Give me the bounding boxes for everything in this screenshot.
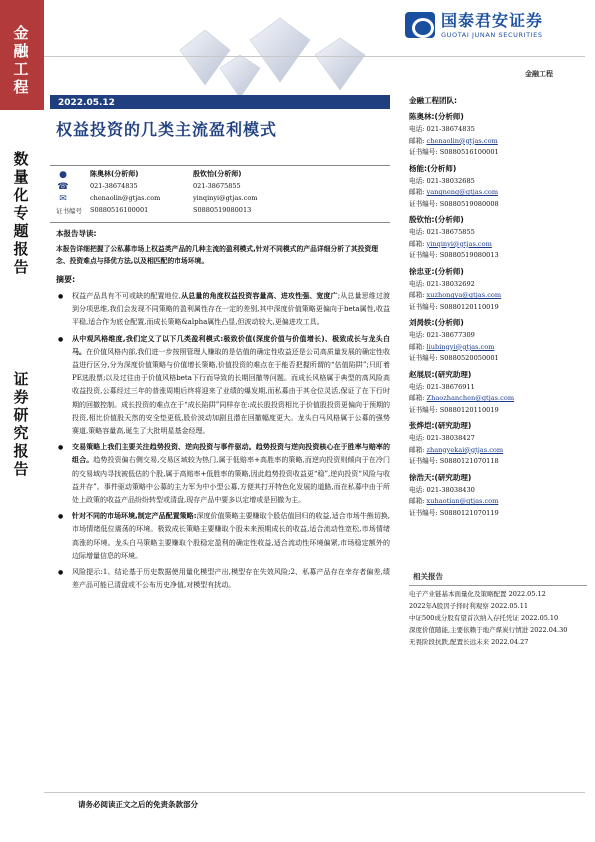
member-email-line: 邮箱: xuzhongya@gtjas.com (409, 291, 502, 300)
analyst-left-email[interactable]: chenaolin@gtjas.com (90, 194, 161, 202)
related-item[interactable]: 中证500成分股有望首次纳入存托凭证 2022.05.10 (409, 614, 559, 622)
title-rule (50, 165, 390, 166)
member-email[interactable]: chenaolin@gtjas.com (426, 136, 498, 145)
abstract-bullet: ● 权益产品具有不可或缺的配置地位,从总量的角度权益投资容量高、进攻性强、宽度广;从总量思维过渡到分项思维,我们会发现不同策略的盈利属性存在一定的差别,其中深度价值策略更偏向于beta属性,收益平稳,适合作为底仓配置,而成长策略&alpha属性凸显,但波动较大,更偏进攻工具。 (56, 290, 390, 330)
team-member (409, 473, 585, 521)
member-name: 殷钦怡:(分析师) (409, 215, 464, 225)
analyst-left-cert: S0880516100001 (90, 206, 149, 214)
abstract-bullets (56, 290, 390, 595)
logo-mark-icon (405, 12, 435, 38)
member-cert: 证书编号: S0880120110019 (409, 302, 499, 311)
member-email[interactable]: Zhaozhanchen@gtjas.com (426, 394, 515, 403)
member-email[interactable]: xuzhongya@gtjas.com (426, 291, 502, 300)
member-email[interactable]: liubingyi@gtjas.com (426, 342, 495, 351)
related-heading: 相关报告 (409, 572, 587, 586)
brand-name-en: GUOTAI JUNAN SECURITIES (441, 31, 543, 39)
member-name: 杨能:(分析师) (409, 163, 457, 173)
member-email[interactable]: yangneng@gtjas.com (426, 188, 499, 197)
related-item[interactable]: 2022年A股因子择时利观察 2022.05.11 (409, 602, 529, 610)
member-cert: 证书编号: S0880519080013 (409, 251, 499, 260)
analyst-right-name: 殷钦怡(分析师) (193, 170, 242, 178)
analyst-right-email[interactable]: yinqinyi@gtjas.com (193, 194, 258, 202)
member-name: 徐浩天:(研究助理) (409, 472, 472, 482)
analysts-rule (50, 222, 390, 223)
member-phone: 电话: 021-38674835 (409, 125, 475, 134)
abstract-bullet: ● 针对不同的市场环境,制定产品配置策略:深度价值策略主要赚取个股估值回归的收益,适合市场牛熊切换,市场情绪低位震荡的环境。极致成长策略主要赚取个股未来预期成长的收益,适合流动性宽松,市场情绪高涨的环境。龙头白马策略主要赚取个股稳定盈利的确定性收益,适合流动性环境偏紧,市场稳定额外的边际增量信息的环境。 (56, 510, 390, 563)
related-reports (409, 572, 587, 649)
member-email-line: 邮箱: chenaolin@gtjas.com (409, 136, 498, 145)
member-email[interactable]: yinqinyi@gtjas.com (426, 239, 492, 248)
member-name: 陈奥林:(分析师) (409, 112, 464, 122)
related-item[interactable]: 深度价值随能,主要依赖于地产煤炭行情进 2022.04.30 (409, 626, 568, 634)
left-band (0, 0, 44, 842)
member-cert: 证书编号: S0880121070118 (409, 457, 499, 466)
member-cert: 证书编号: S0880121070119 (409, 508, 499, 517)
member-phone: 电话: 021-38032685 (409, 176, 475, 185)
team-title: 金融工程团队: (409, 96, 457, 105)
analyst-right-cert: S0880519080013 (193, 206, 252, 214)
abstract-bullet: ● 风险提示:1、结论基于历史数据使用量化模型产出,模型存在失效风险;2、私募产品存在幸存者偏差,绩差产品可能已清盘或不公布历史净值,对模型有扰动。 (56, 566, 390, 592)
left-band-label-top: 金融工程 (13, 24, 29, 96)
related-item[interactable]: 无畏阶段抗跌,配置长远未来 2022.04.27 (409, 638, 529, 646)
abstract-bullet: ● 交易策略上我们主要关注趋势投资、逆向投资与事件驱动。趋势投资与逆向投资核心在于胜率与赔率的组合。趋势投资偏右侧交易,交易区域较为热门,属于低赔率+高胜率的策略,而逆向投资则倾向于在冷门的交易域内寻找被低估的个股,属于高赔率+低胜率的策略,因此趋势投资收益更“稳”,逆向投资“风险与收益并存”。事件驱动策略中公募的主力军为中小型公募,方便其打开特色化发展的道路,而在私募中由于所处上政策的收益产品纷纷转型或清盘,现存产品中要多以定增或是回撤为主。 (56, 441, 390, 507)
member-phone: 电话: 021-38038430 (409, 485, 475, 494)
guide-text: 本报告详细把握了公私募市场上权益类产品的几种主流的盈利模式,针对不同模式的产品详细分析了其投资理念、投资难点与择优方法,以及相匹配的市场环境。 (56, 245, 379, 265)
team-member (409, 215, 585, 263)
analyst-right-phone: 021-38675855 (193, 182, 241, 190)
member-phone: 电话: 021-38675855 (409, 228, 475, 237)
member-email-line: 邮箱: zhangyekai@gtjas.com (409, 445, 504, 454)
report-date: 2022.05.12 (58, 98, 115, 108)
member-email[interactable]: zhangyekai@gtjas.com (426, 445, 504, 454)
member-email-line: 邮箱: Zhaozhanchen@gtjas.com (409, 394, 515, 403)
member-email-line: 邮箱: yangneng@gtjas.com (409, 188, 499, 197)
related-item[interactable]: 电子产业链基本面量化及策略配置 2022.05.12 (409, 590, 546, 598)
cert-label: 证书编号 (56, 207, 82, 215)
member-cert: 证书编号: S0880519080008 (409, 199, 499, 208)
team-member (409, 370, 585, 418)
person-icon: ● (59, 170, 67, 180)
team-member (409, 267, 585, 315)
analyst-right (193, 170, 333, 218)
team-member (409, 318, 585, 366)
footer-disclaimer: 请务必阅读正文之后的免责条款部分 (78, 800, 198, 809)
member-email-line: 邮箱: liubingyi@gtjas.com (409, 342, 495, 351)
member-phone: 电话: 021-38676911 (409, 382, 475, 391)
member-phone: 电话: 021-38032692 (409, 279, 475, 288)
abstract-heading: 摘要: (56, 275, 76, 284)
member-name: 徐忠亚:(分析师) (409, 266, 464, 276)
abstract-bullet: ● 从中观风格维度,我们定义了以下几类盈利模式:极致价值(深度价值与价值增长)、极致成长与龙头白马。在价值风格内部,我们进一步按照管理人赚取的是估值的确定性收益还是公司高质量发展的确定性收益进行区分,分为深度价值策略与价值增长策略,价值投资的难点在于能否把握所谓的“估值陷阱”;只盯着PE选股票;以及过往由于价值风格beta下行而导致的长期回撤等问题。而成长风格属于典型的高风险高收益投资,公募经过三年的普涨周期后终将迎来了业绩的爆发期,而私募由于其仓位灵活,保证了在下行时期的回撤控制。成长投资的难点在于“成长陷阱”同样存在:成长股投资相比于价值股投资更偏向于预期的投资,相比价值股天然的安全垫更低,股价波动加剧且潜在回撤幅度更大。龙头白马风格属于公募的强势赛道,策略容量高,诞生了大批明星基金经理。 (56, 333, 390, 439)
team-panel (409, 96, 585, 524)
left-band-label-mid: 数量化专题报告 (13, 150, 29, 276)
member-cert: 证书编号: S0880516100001 (409, 148, 499, 157)
member-name: 赵展辰:(研究助理) (409, 369, 472, 379)
guide-heading: 本报告导读: (56, 229, 97, 238)
member-phone: 电话: 021-38038427 (409, 434, 475, 443)
analysts-block (56, 170, 396, 222)
mail-icon: ✉ (59, 194, 67, 204)
header-rule (44, 56, 585, 57)
member-cert: 证书编号: S0880120110019 (409, 405, 499, 414)
team-member (409, 112, 585, 160)
member-email-line: 邮箱: xuhaotian@gtjas.com (409, 497, 499, 506)
team-member (409, 421, 585, 469)
phone-icon: ☎ (57, 182, 69, 192)
member-name: 刘昺轶:(分析师) (409, 318, 464, 328)
brand-logo (405, 10, 575, 46)
member-email[interactable]: xuhaotian@gtjas.com (426, 497, 499, 506)
report-title: 权益投资的几类主流盈利模式 (56, 120, 278, 139)
sector-label: 金融工程 (525, 70, 553, 78)
analyst-left-phone: 021-38674835 (90, 182, 138, 190)
team-member (409, 164, 585, 212)
left-band-label-bottom: 证券研究报告 (13, 370, 29, 478)
member-name: 张烨垲:(研究助理) (409, 421, 472, 431)
member-email-line: 邮箱: yinqinyi@gtjas.com (409, 239, 492, 248)
footer-rule (44, 792, 585, 793)
analyst-left-name: 陈奥林(分析师) (90, 170, 139, 178)
member-cert: 证书编号: S0880520050001 (409, 354, 499, 363)
brand-name-cn: 国泰君安证券 (441, 11, 544, 30)
member-phone: 电话: 021-38677309 (409, 331, 475, 340)
